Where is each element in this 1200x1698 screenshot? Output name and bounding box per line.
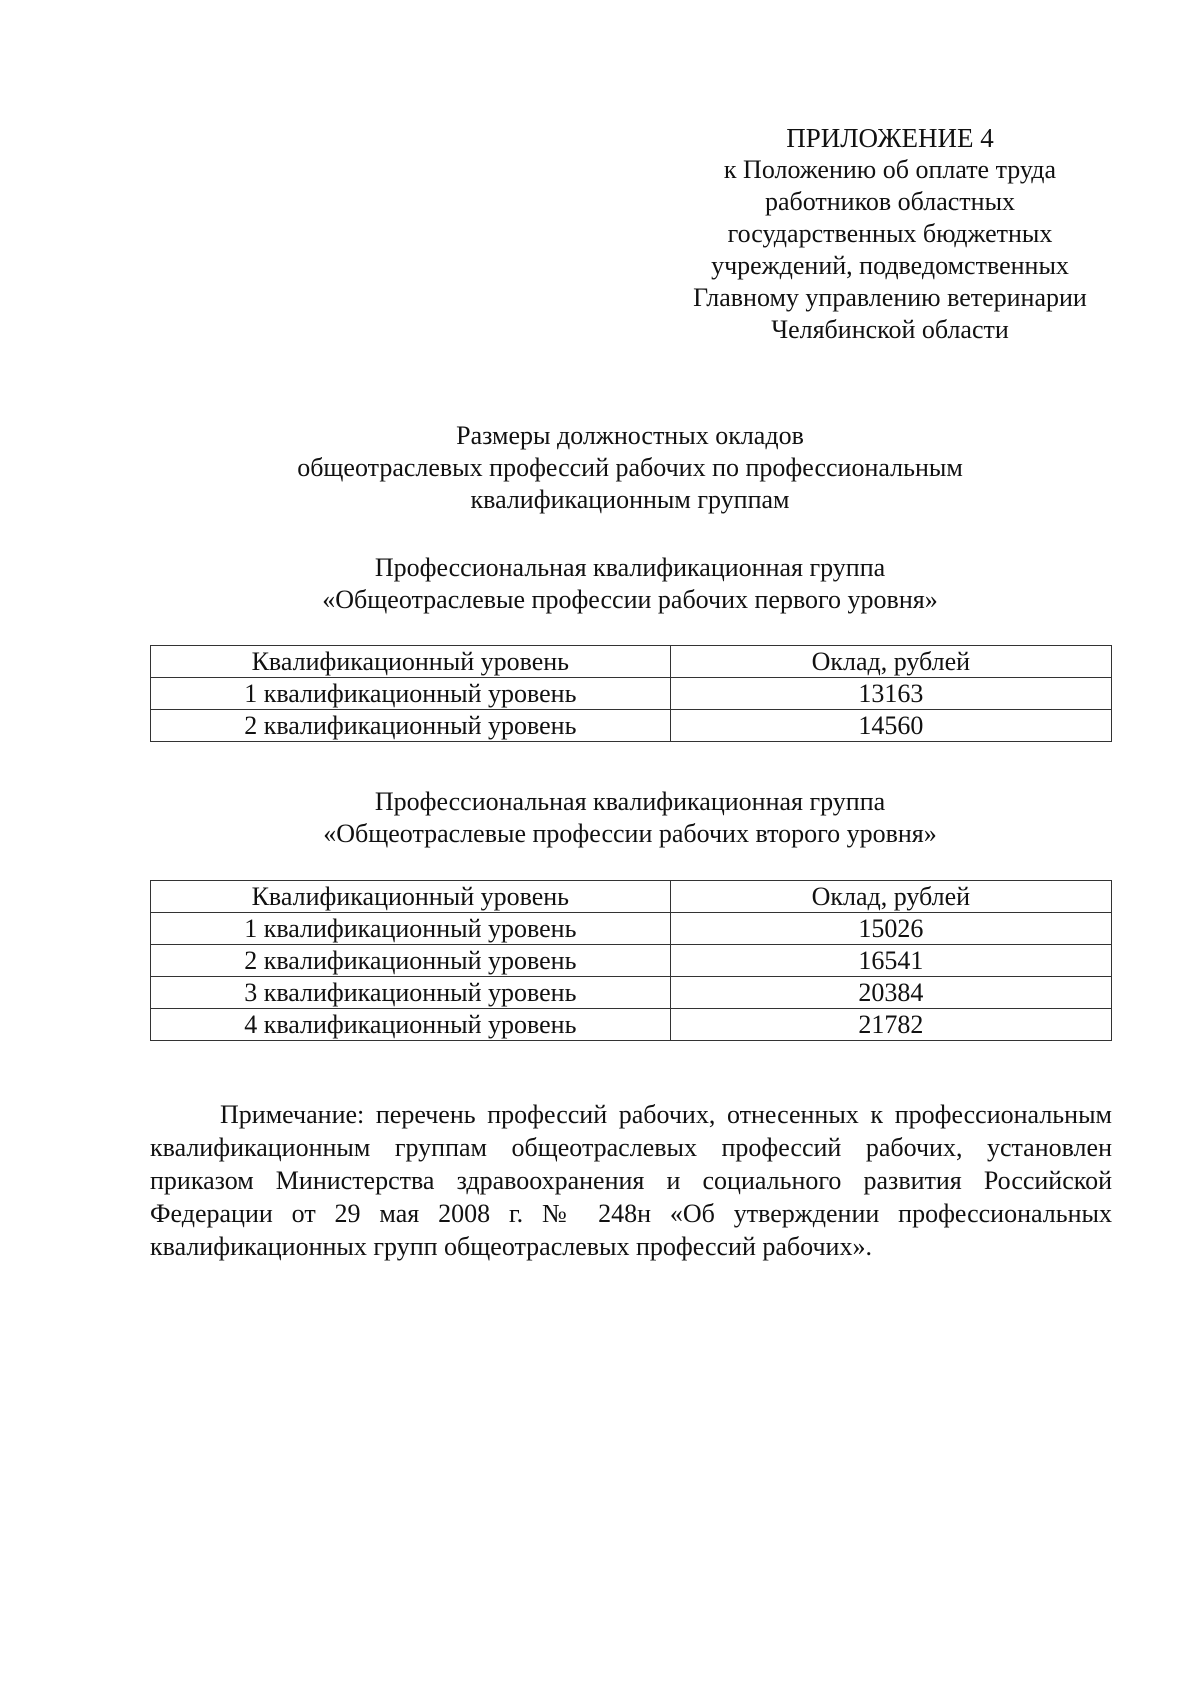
appendix-line: государственных бюджетных bbox=[727, 219, 1053, 248]
table-row bbox=[151, 678, 1112, 710]
salary-table-group-2 bbox=[150, 880, 1112, 1041]
table-row bbox=[151, 710, 1112, 742]
cell-salary: 16541 bbox=[670, 945, 1111, 977]
group-title-line: Профессиональная квалификационная группа bbox=[374, 787, 886, 816]
appendix-line: к Положению об оплате труда bbox=[723, 155, 1057, 184]
appendix-header bbox=[660, 122, 1120, 346]
cell-salary: 21782 bbox=[670, 1009, 1111, 1041]
document-title-line: квалификационным группам bbox=[470, 485, 790, 514]
appendix-line: работников областных bbox=[764, 187, 1016, 216]
column-header-level: Квалификационный уровень bbox=[151, 881, 671, 913]
column-header-level: Квалификационный уровень bbox=[151, 646, 671, 678]
table-row bbox=[151, 945, 1112, 977]
group-2-title bbox=[220, 786, 1040, 850]
appendix-line: Главному управлению ветеринарии bbox=[693, 283, 1087, 312]
table-row bbox=[151, 977, 1112, 1009]
note-paragraph: Примечание: перечень профессий рабочих, отнесенных к профессиональным квалификационным группам общеотраслевых профессий рабочих, установлен приказом Министерства здравоохранения и социального развития Российской Федерации от 29 мая 2008 г. № 248н «Об утверждении профессиональных квалификационных групп общеотраслевых профессий рабочих». bbox=[150, 1100, 1112, 1261]
appendix-line: Челябинской области bbox=[771, 315, 1009, 344]
column-header-salary: Оклад, рублей bbox=[670, 646, 1111, 678]
cell-salary: 15026 bbox=[670, 913, 1111, 945]
document-title-line: Размеры должностных окладов bbox=[456, 421, 804, 450]
appendix-line: учреждений, подведомственных bbox=[711, 251, 1069, 280]
cell-level: 1 квалификационный уровень bbox=[151, 913, 671, 945]
table-row bbox=[151, 1009, 1112, 1041]
cell-level: 3 квалификационный уровень bbox=[151, 977, 671, 1009]
column-header-salary: Оклад, рублей bbox=[670, 881, 1111, 913]
cell-level: 2 квалификационный уровень bbox=[151, 710, 671, 742]
document-title bbox=[220, 420, 1040, 516]
group-title-line: «Общеотраслевые профессии рабочих второго уровня» bbox=[323, 819, 937, 848]
cell-salary: 14560 bbox=[670, 710, 1111, 742]
table-header-row bbox=[151, 881, 1112, 913]
cell-salary: 20384 bbox=[670, 977, 1111, 1009]
group-1-title bbox=[220, 552, 1040, 616]
document-title-line: общеотраслевых профессий рабочих по профессиональным bbox=[297, 453, 963, 482]
cell-level: 2 квалификационный уровень bbox=[151, 945, 671, 977]
appendix-title: ПРИЛОЖЕНИЕ 4 bbox=[786, 123, 994, 153]
group-title-line: «Общеотраслевые профессии рабочих первого уровня» bbox=[322, 585, 938, 614]
cell-level: 1 квалификационный уровень bbox=[151, 678, 671, 710]
cell-salary: 13163 bbox=[670, 678, 1111, 710]
salary-table-group-1 bbox=[150, 645, 1112, 742]
cell-level: 4 квалификационный уровень bbox=[151, 1009, 671, 1041]
table-header-row bbox=[151, 646, 1112, 678]
table-row bbox=[151, 913, 1112, 945]
group-title-line: Профессиональная квалификационная группа bbox=[374, 553, 886, 582]
